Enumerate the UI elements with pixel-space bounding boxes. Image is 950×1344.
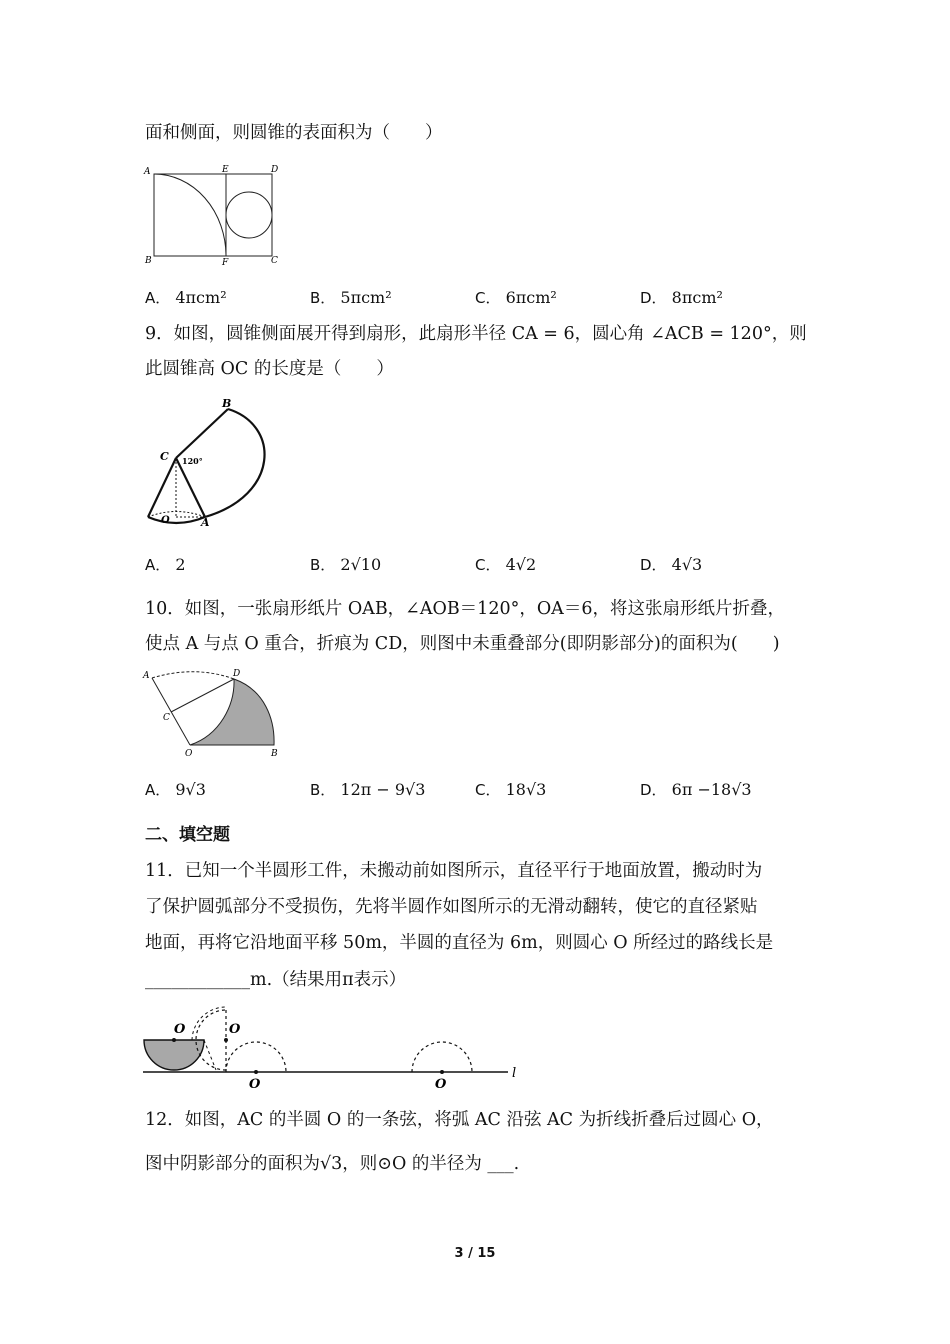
quarter-arc [154, 174, 226, 256]
q9-option-b[interactable]: B． 2√10 [310, 555, 382, 574]
label-o2: O [229, 1022, 241, 1037]
q9-line2: 此圆锥高 OC 的长度是（ ） [145, 359, 394, 379]
center-dot-2 [224, 1038, 228, 1042]
label-o: O [185, 749, 193, 759]
q9-option-d[interactable]: D． 4√3 [640, 555, 703, 574]
cone-left [148, 458, 176, 517]
semicircle-flat-2 [412, 1042, 472, 1072]
q9-option-c[interactable]: C． 4√2 [475, 555, 537, 574]
label-e: E [222, 165, 229, 175]
label-o4: O [435, 1077, 447, 1092]
label-d: D [233, 669, 241, 679]
sector-arc [205, 409, 265, 517]
label-c: C [163, 713, 170, 723]
label-o: O [161, 515, 170, 526]
q10-option-a[interactable]: A． 9√3 [145, 780, 206, 799]
label-a: A [143, 671, 150, 681]
label-b: B [222, 397, 232, 410]
q8-option-c[interactable]: C． 6πcm² [475, 288, 557, 307]
outer-arc-dashed [152, 672, 234, 679]
center-dot-1 [172, 1038, 176, 1042]
q10-figure [140, 665, 285, 760]
radius-ca [176, 458, 205, 517]
label-b: B [271, 749, 278, 759]
label-a: A [201, 516, 210, 529]
shaded-region [190, 679, 274, 745]
semicircle-initial [144, 1040, 204, 1070]
q8-option-d[interactable]: D． 8πcm² [640, 288, 723, 307]
q9-option-a[interactable]: A． 2 [145, 555, 186, 574]
arc-guide-2 [204, 1040, 216, 1070]
page-number: 3 / 15 [454, 1246, 496, 1261]
q12-line2: 图中阴影部分的面积为√3，则⊙O 的半径为 ___. [145, 1154, 520, 1174]
base-circle [226, 192, 272, 238]
center-dot-4 [440, 1070, 444, 1074]
label-c: C [160, 450, 169, 463]
q11-figure [140, 1000, 530, 1095]
label-l: l [512, 1066, 517, 1081]
label-f: F [222, 258, 229, 268]
rectangle-abcd [154, 174, 272, 256]
label-a: A [144, 167, 151, 177]
q12-line1: 12．如图，AC 的半圆 O 的一条弦，将弧 AC 沿弦 AC 为折线折叠后过圆心 O， [145, 1110, 774, 1130]
q8-figure [140, 160, 290, 270]
semicircle-flat-1 [226, 1042, 286, 1072]
q10-line1: 10．如图，一张扇形纸片 OAB，∠AOB＝120°，OA＝6，将这张扇形纸片折叠， [145, 599, 785, 619]
q9-figure [140, 395, 270, 530]
center-dot-3 [254, 1070, 258, 1074]
q10-option-c[interactable]: C． 18√3 [475, 780, 547, 799]
label-o1: O [174, 1022, 186, 1037]
q8-option-a[interactable]: A． 4πcm² [145, 288, 227, 307]
angle-label: 120° [182, 456, 203, 466]
q11-line1: 11．已知一个半圆形工件，未搬动前如图所示，直径平行于地面放置，搬动时为 [145, 861, 763, 881]
q11-line2: 了保护圆弧部分不受损伤，先将半圆作如图所示的无滑动翻转，使它的直径紧贴 [145, 897, 758, 917]
q11-line4: ____________m.（结果用π表示） [145, 970, 407, 990]
label-o3: O [249, 1077, 261, 1092]
q10-option-b[interactable]: B． 12π − 9√3 [310, 780, 426, 799]
label-d: D [271, 165, 279, 175]
label-b: B [145, 256, 152, 266]
base-front [148, 517, 205, 523]
segment-cd [171, 679, 234, 712]
q10-line2: 使点 A 与点 O 重合，折痕为 CD，则图中未重叠部分(即阴影部分)的面积为( ) [145, 634, 780, 654]
q11-line3: 地面，再将它沿地面平移 50m，半圆的直径为 6m，则圆心 O 所经过的路线长是 [145, 933, 774, 953]
radius-cb [176, 409, 228, 458]
section-heading: 二、填空题 [145, 825, 230, 845]
q10-option-d[interactable]: D． 6π −18√3 [640, 780, 752, 799]
q8-stem-tail: 面和侧面，则圆锥的表面积为（ ） [145, 123, 443, 143]
label-c: C [271, 256, 278, 266]
arc-guide-1 [192, 1007, 226, 1040]
q9-line1: 9．如图，圆锥侧面展开得到扇形，此扇形半径 CA = 6，圆心角 ∠ACB = 120°，则 [145, 324, 807, 344]
q8-option-b[interactable]: B． 5πcm² [310, 288, 392, 307]
